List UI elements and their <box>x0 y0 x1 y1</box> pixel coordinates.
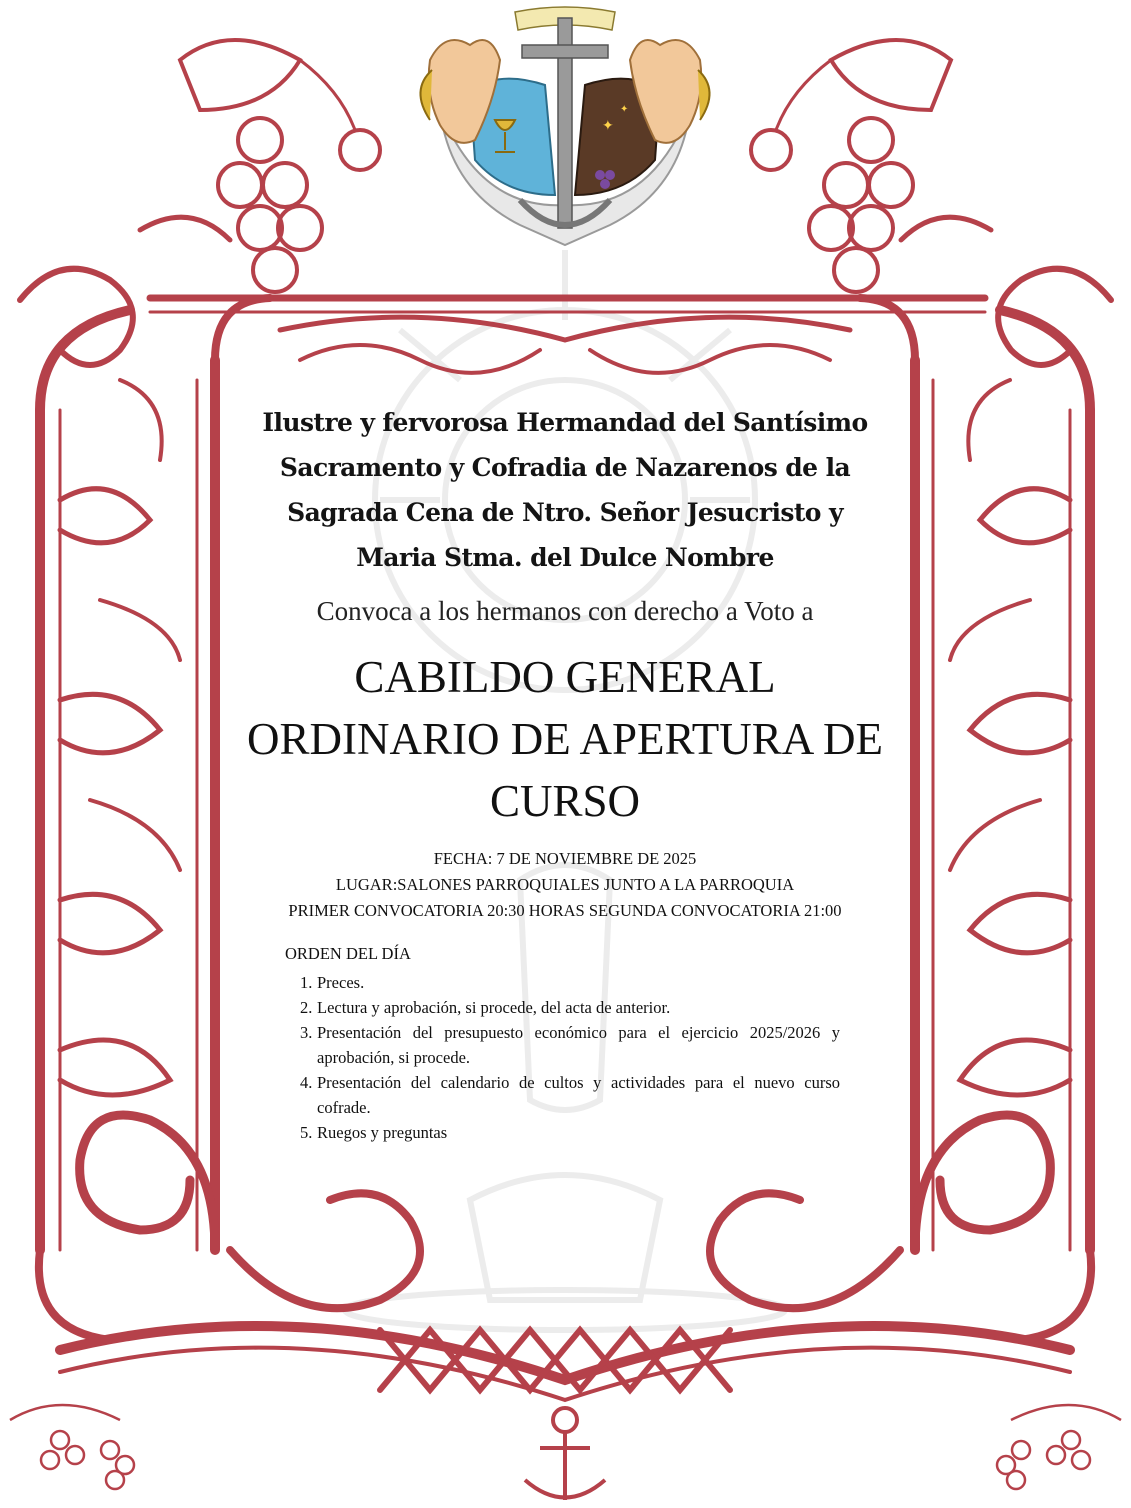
orden-del-dia-list <box>300 970 840 1145</box>
grape-cluster-icon <box>10 1405 134 1489</box>
list-item-number: 1. <box>300 973 313 992</box>
grape-cluster-icon <box>180 40 380 292</box>
list-item-text: Preces. <box>317 973 365 992</box>
convocatoria-text: PRIMER CONVOCATORIA 20:30 HORAS SEGUNDA CONVOCATORIA 21:00 <box>288 901 842 920</box>
list-item-text: Presentación del calendario de cultos y actividades para el nuevo curso cofrade. <box>317 1073 840 1117</box>
list-item-number: 5. <box>300 1123 313 1142</box>
list-item <box>300 1020 840 1070</box>
heading-line: Sagrada Cena de Ntro. Señor Jesucristo y <box>287 498 843 527</box>
orden-del-dia-title: ORDEN DEL DÍA <box>285 944 411 963</box>
title-line: CABILDO GENERAL <box>354 652 776 702</box>
svg-text:✦: ✦ <box>602 118 614 134</box>
list-item-number: 3. <box>300 1023 313 1042</box>
convoca-text: Convoca a los hermanos con derecho a Voto a <box>316 596 814 626</box>
list-item <box>300 1120 840 1145</box>
lugar-text: LUGAR:SALONES PARROQUIALES JUNTO A LA PARROQUIA <box>335 875 795 894</box>
list-item-text: Ruegos y preguntas <box>317 1123 448 1142</box>
heading-line: Maria Stma. del Dulce Nombre <box>356 543 774 572</box>
list-item-number: 4. <box>300 1073 313 1092</box>
list-item-number: 2. <box>300 998 313 1017</box>
grape-cluster-icon <box>751 40 951 292</box>
fecha-text: FECHA: 7 DE NOVIEMBRE DE 2025 <box>433 849 697 868</box>
brotherhood-name-heading <box>230 400 900 580</box>
list-item <box>300 970 840 995</box>
brotherhood-coat-of-arms-icon <box>420 7 709 245</box>
title-line: CURSO <box>489 776 641 826</box>
cabildo-title <box>215 646 915 832</box>
list-item-text: Presentación del presupuesto económico para el ejercicio 2025/2026 y aprobación, si procede. <box>317 1023 840 1067</box>
list-item <box>300 1070 840 1120</box>
list-item <box>300 995 840 1020</box>
svg-text:✦: ✦ <box>620 104 629 115</box>
title-line: ORDINARIO DE APERTURA DE <box>246 714 884 764</box>
anchor-icon <box>525 1408 605 1500</box>
heading-line: Ilustre y fervorosa Hermandad del Santísimo <box>262 408 868 437</box>
heading-line: Sacramento y Cofradia de Nazarenos de la <box>279 453 851 482</box>
grape-cluster-icon <box>997 1405 1121 1489</box>
event-details <box>230 846 900 924</box>
list-item-text: Lectura y aprobación, si procede, del acta de anterior. <box>317 998 671 1017</box>
